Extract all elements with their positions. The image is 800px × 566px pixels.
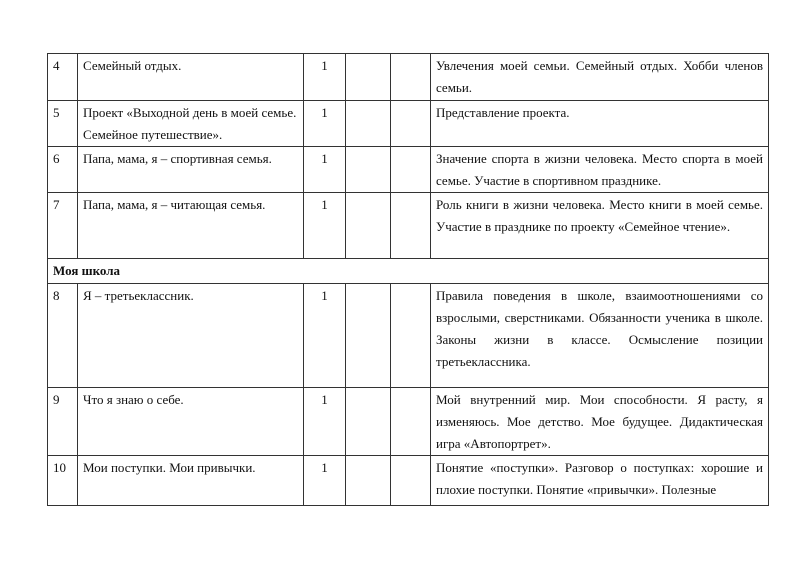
lesson-number: 4 (48, 54, 78, 101)
section-title: Моя школа (48, 259, 769, 284)
lesson-number: 10 (48, 456, 78, 506)
lesson-topic: Мои поступки. Мои привычки. (78, 456, 304, 506)
lesson-hours: 1 (304, 101, 346, 147)
lesson-number: 9 (48, 388, 78, 456)
lesson-content: Мой внутренний мир. Мои способности. Я расту, я изменяюсь. Мое детство. Мое будущее. Дидактическая игра «Автопортрет». (431, 388, 769, 456)
lesson-content: Правила поведения в школе, взаимоотношениями со взрослыми, сверстниками. Обязанности ученика в школе. Законы жизни в классе. Осмысление позиции третьеклассника. (431, 284, 769, 388)
lesson-number: 5 (48, 101, 78, 147)
lesson-content: Увлечения моей семьи. Семейный отдых. Хобби членов семьи. (431, 54, 769, 101)
section-row (48, 259, 769, 284)
lesson-topic: Я – третьеклассник. (78, 284, 304, 388)
lesson-topic: Папа, мама, я – спортивная семья. (78, 147, 304, 193)
lesson-hours: 1 (304, 456, 346, 506)
empty-cell (391, 456, 431, 506)
empty-cell (346, 284, 391, 388)
empty-cell (391, 193, 431, 259)
lesson-topic: Папа, мама, я – читающая семья. (78, 193, 304, 259)
table-row (48, 193, 769, 259)
lesson-hours: 1 (304, 147, 346, 193)
lesson-number: 7 (48, 193, 78, 259)
empty-cell (391, 284, 431, 388)
lesson-content: Значение спорта в жизни человека. Место спорта в моей семье. Участие в спортивном празднике. (431, 147, 769, 193)
lesson-hours: 1 (304, 284, 346, 388)
empty-cell (346, 54, 391, 101)
empty-cell (346, 388, 391, 456)
table-row (48, 284, 769, 388)
empty-cell (391, 388, 431, 456)
empty-cell (391, 101, 431, 147)
lesson-topic: Проект «Выходной день в моей семье. Семейное путешествие». (78, 101, 304, 147)
empty-cell (346, 193, 391, 259)
lesson-topic: Что я знаю о себе. (78, 388, 304, 456)
lesson-content: Представление проекта. (431, 101, 769, 147)
table-row (48, 456, 769, 506)
lesson-number: 6 (48, 147, 78, 193)
empty-cell (346, 147, 391, 193)
table-row (48, 101, 769, 147)
lesson-hours: 1 (304, 54, 346, 101)
lesson-content: Понятие «поступки». Разговор о поступках: хорошие и плохие поступки. Понятие «привычки». Полезные (431, 456, 769, 506)
lesson-number: 8 (48, 284, 78, 388)
table-row (48, 54, 769, 101)
empty-cell (391, 54, 431, 101)
lesson-hours: 1 (304, 193, 346, 259)
empty-cell (346, 456, 391, 506)
table-row (48, 388, 769, 456)
empty-cell (346, 101, 391, 147)
lesson-plan-table (47, 53, 769, 506)
empty-cell (391, 147, 431, 193)
table-row (48, 147, 769, 193)
lesson-content: Роль книги в жизни человека. Место книги в моей семье. Участие в празднике по проекту «Семейное чтение». (431, 193, 769, 259)
lesson-hours: 1 (304, 388, 346, 456)
lesson-topic: Семейный отдых. (78, 54, 304, 101)
